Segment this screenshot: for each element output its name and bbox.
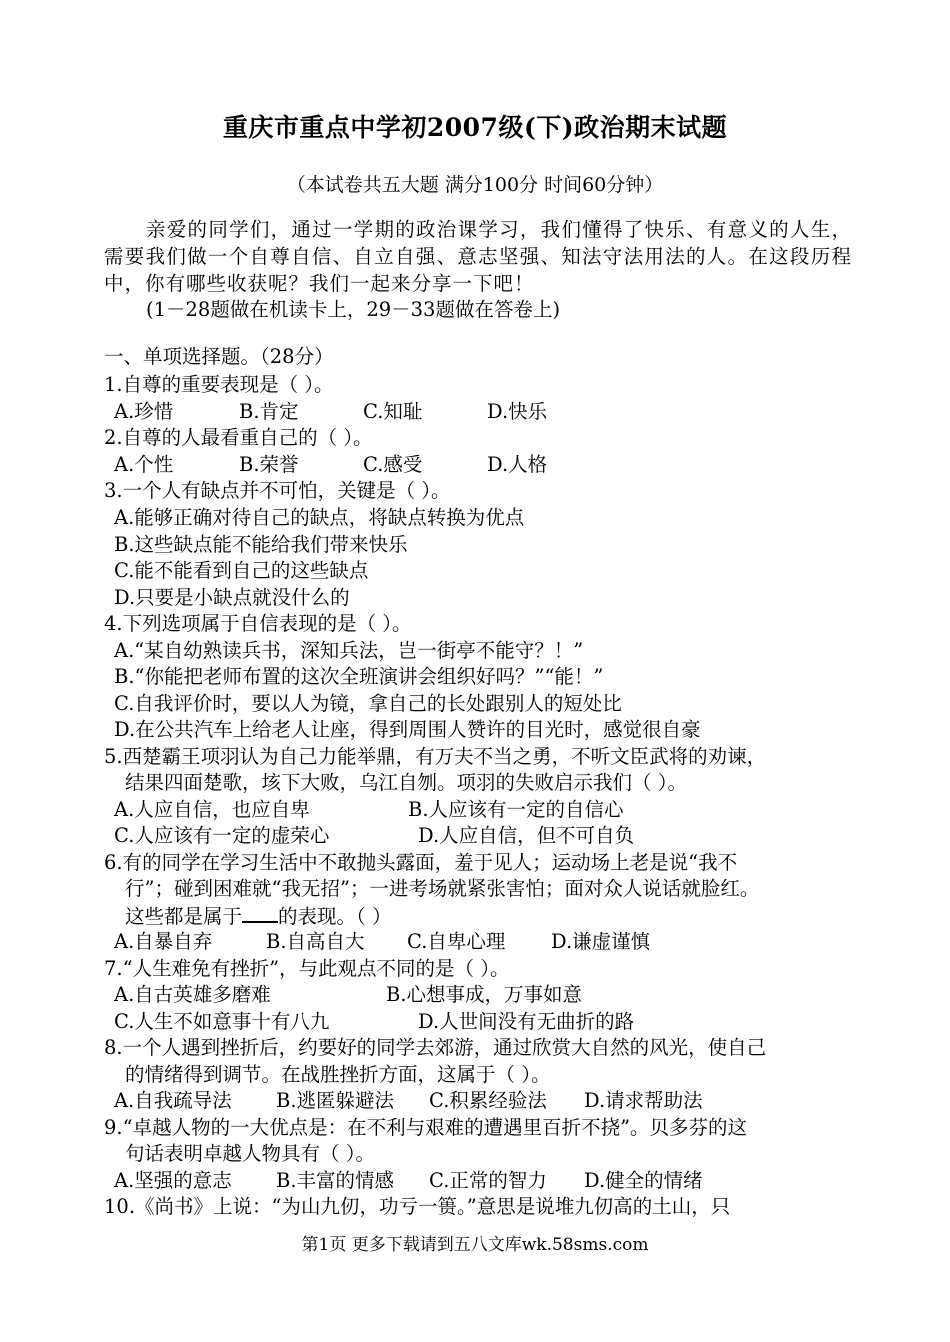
question-4-option-c: C.自我评价时，要以人为镜，拿自己的长处跟别人的短处比 [114,692,622,715]
question-1-stem: 1.自尊的重要表现是（ ）。 [104,373,334,396]
answer-note: (1－28题做在机读卡上，29－33题做在答卷上) [146,298,561,321]
question-8-option-a: A.自我疏导法 [114,1089,232,1112]
page-footer: 第1页 更多下载请到五八文库wk.58sms.com [301,1235,649,1255]
question-8-option-c: C.积累经验法 [429,1089,547,1112]
question-9-stem-line2: 句话表明卓越人物具有（ ）。 [125,1142,375,1165]
question-5-stem-line2: 结果四面楚歌，垓下大败，乌江自刎。项羽的失败启示我们（ ）。 [125,771,687,794]
question-7-option-d: D.人世间没有无曲折的路 [418,1010,635,1033]
question-4-option-d: D.在公共汽车上给老人让座，得到周围人赞许的目光时，感觉很自豪 [114,718,701,741]
question-3-stem: 3.一个人有缺点并不可怕，关键是（ ）。 [104,479,451,502]
question-2-option-c: C.感受 [363,453,423,476]
question-7-option-a: A.自古英雄多磨难 [114,983,271,1006]
question-6-stem-line2: 行”；碰到困难就“我无招”；一进考场就紧张害怕；面对众人说话就脸红。 [125,877,760,900]
exam-subtitle: （本试卷共五大题 满分100分 时间60分钟） [286,174,664,196]
question-5-option-b: B.人应该有一定的自信心 [408,798,624,821]
question-6-option-a: A.自暴自弃 [114,930,213,953]
question-2-option-d: D.人格 [487,453,548,476]
question-9-option-a: A.坚强的意志 [114,1169,232,1192]
question-4-option-b: B.“你能把老师布置的这次全班演讲会组织好吗？”“能！” [114,665,604,688]
question-3-option-b: B.这些缺点能不能给我们带来快乐 [114,533,408,556]
question-6-stem-part1: 这些都是属于 [125,905,243,928]
question-5-stem-line1: 5.西楚霸王项羽认为自己力能举鼎，有万夫不当之勇，不听文臣武将的劝谏， [104,745,767,768]
question-7-option-c: C.人生不如意事十有八九 [114,1010,330,1033]
question-2-option-b: B.荣誉 [239,453,299,476]
question-9-option-d: D.健全的情绪 [584,1169,703,1192]
question-6-option-c: C.自卑心理 [407,930,506,953]
question-1-option-b: B.肯定 [239,400,299,423]
question-3-option-c: C.能不能看到自己的这些缺点 [114,559,369,582]
question-9-option-c: C.正常的智力 [429,1169,547,1192]
question-2-option-a: A.个性 [114,453,174,476]
page-title: 重庆市重点中学初2007级(下)政治期末试题 [222,113,728,142]
question-10-stem: 10.《尚书》上说：“为山九仞，功亏一篑。”意思是说堆九仞高的土山，只 [104,1195,731,1218]
question-5-option-d: D.人应自信，但不可自负 [418,824,635,847]
question-6-option-d: D.谦虚谨慎 [551,930,651,953]
question-6-option-b: B.自高自大 [266,930,365,953]
question-5-option-c: C.人应该有一定的虚荣心 [114,824,330,847]
question-5-option-a: A.人应自信，也应自卑 [114,798,310,821]
question-9-option-b: B.丰富的情感 [276,1169,395,1192]
question-4-option-a: A.“某自幼熟读兵书，深知兵法，岂一街亭不能守？！” [114,639,584,662]
question-6-stem-line3 [125,903,391,930]
question-9-stem-line1: 9.“卓越人物的一大优点是：在不利与艰难的遭遇里百折不挠”。贝多芬的这 [104,1116,748,1139]
question-3-option-a: A.能够正确对待自己的缺点，将缺点转换为优点 [114,506,525,529]
fill-in-blank [242,903,278,923]
question-7-stem: 7.“人生难免有挫折”，与此观点不同的是（ ）。 [104,957,510,980]
section-heading: 一、单项选择题。（28分） [104,345,334,368]
question-6-stem-part2: 的表现。（ ） [278,905,392,928]
question-8-option-b: B.逃匿躲避法 [276,1089,395,1112]
question-3-option-d: D.只要是小缺点就没什么的 [114,586,350,609]
question-8-stem-line1: 8.一个人遇到挫折后，约要好的同学去郊游，通过欣赏大自然的风光，使自己 [104,1036,767,1059]
question-1-option-a: A.珍惜 [114,400,174,423]
question-1-option-c: C.知耻 [363,400,423,423]
question-4-stem: 4.下列选项属于自信表现的是（ ）。 [104,612,412,635]
question-6-stem-line1: 6.有的同学在学习生活中不敢抛头露面，羞于见人；运动场上老是说“我不 [104,851,738,874]
question-7-option-b: B.心想事成，万事如意 [386,983,583,1006]
question-8-option-d: D.请求帮助法 [584,1089,703,1112]
intro-text: 亲爱的同学们，通过一学期的政治课学习，我们懂得了快乐、有意义的人生，需要我们做一个自尊自信、自立自强、意志坚强、知法守法用法的人。在这段历程中，你有哪些收获呢？我们一起来分享一下吧！ [104,218,852,295]
question-2-stem: 2.自尊的人最看重自己的（ ）。 [104,426,373,449]
question-8-stem-line2: 的情绪得到调节。在战胜挫折方面，这属于（ ）。 [125,1063,551,1086]
question-1-option-d: D.快乐 [487,400,548,423]
intro-paragraph [104,216,852,297]
